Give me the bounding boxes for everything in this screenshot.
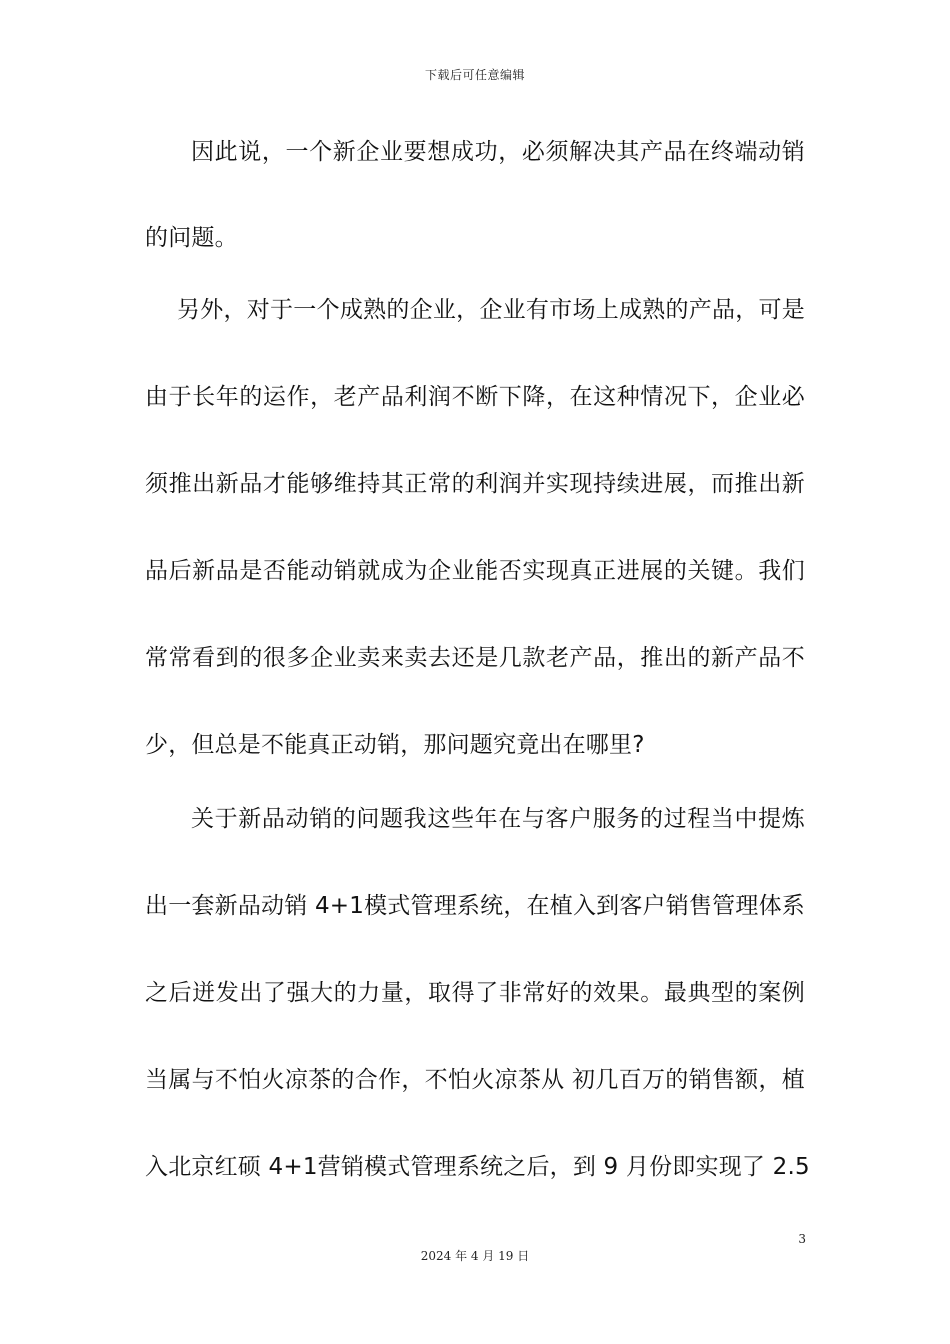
- paragraph-3-line-2: 出一套新品动销 4+1模式管理系统，在植入到客户销售管理体系: [145, 893, 805, 919]
- page-date: 2024 年 4 月 19 日: [420, 1249, 530, 1263]
- paragraph-1-line-2: 的问题。: [145, 225, 238, 251]
- paragraph-3-line-5: 入北京红硕 4+1营销模式管理系统之后，到 9 月份即实现了 2.5: [145, 1154, 810, 1180]
- paragraph-2-line-4: 品后新品是否能动销就成为企业能否实现真正进展的关键。我们: [145, 558, 805, 584]
- paragraph-3-line-3: 之后迸发出了强大的力量，取得了非常好的效果。最典型的案例: [145, 980, 805, 1006]
- paragraph-2-line-2: 由于长年的运作，老产品利润不断下降，在这种情况下，企业必: [145, 384, 805, 410]
- paragraph-2-line-1: 另外，对于一个成熟的企业，企业有市场上成熟的产品，可是: [177, 297, 805, 323]
- paragraph-2-line-5: 常常看到的很多企业卖来卖去还是几款老产品，推出的新产品不: [145, 645, 805, 671]
- paragraph-2-line-6: 少，但总是不能真正动销，那问题究竟出在哪里?: [145, 732, 645, 758]
- paragraph-3-line-4: 当属与不怕火凉茶的合作，不怕火凉茶从 初几百万的销售额，植: [145, 1067, 805, 1093]
- paragraph-2-line-3: 须推出新品才能够维持其正常的利润并实现持续进展，而推出新: [145, 471, 805, 497]
- paragraph-3-line-1: 关于新品动销的问题我这些年在与客户服务的过程当中提炼: [191, 806, 805, 832]
- page-header: 下载后可任意编辑: [424, 68, 525, 82]
- page-number: 3: [798, 1232, 806, 1246]
- paragraph-1-line-1: 因此说，一个新企业要想成功，必须解决其产品在终端动销: [191, 139, 805, 165]
